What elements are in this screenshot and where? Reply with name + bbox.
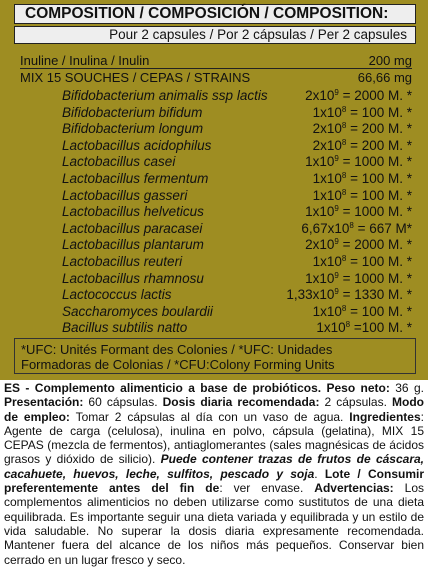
- strain-amount: = 200 M. *: [346, 121, 412, 137]
- strain-amount: = 1000 M. *: [338, 154, 412, 170]
- strain-mantissa: 1x10: [312, 303, 342, 319]
- mix-label: MIX 15 SOUCHES / CEPAS / STRAINS: [20, 70, 251, 85]
- strain-amount: = 1000 M. *: [338, 270, 412, 286]
- footnote-line: Formadoras de Colonias / *CFU:Colony Forming Units: [21, 357, 335, 372]
- strain-amount: = 2000 M. *: [338, 88, 412, 103]
- strain-value: [316, 318, 412, 337]
- strain-amount: = 100 M. *: [346, 254, 412, 269]
- serving-subtitle: Pour 2 capsules / Por 2 cápsulas / Per 2 capsules: [14, 26, 416, 44]
- text-plain: Los complementos alimenticios no deben utilizarse como sustitutos de una dieta equilibrada. Es importante seguir una dieta variada y equilibrada y un estilo de vida saludable. No superar la dosis diaria expresamente recomendada. Mantener fuera del alcance de los niños más pequeños. Conservar bien cerrado en un lugar fresco y seco.: [4, 481, 424, 567]
- text-bold: Dosis diaria recomendada:: [162, 395, 320, 410]
- strain-exponent: 8: [349, 220, 354, 230]
- strain-exponent: 9: [334, 204, 339, 214]
- strain-name: Bifidobacterium bifidum: [62, 104, 203, 120]
- strain-exponent: 8: [341, 303, 347, 313]
- text-plain: 36 g.: [389, 381, 425, 395]
- text-bold: Lote / Consumir preferentemente antes del fin de: [4, 466, 425, 496]
- strain-exponent: 9: [334, 154, 339, 164]
- strain-amount: = 100 M. *: [346, 187, 412, 203]
- strain-name: Lactobacillus paracasei: [62, 220, 203, 236]
- text-plain: : Agente de carga (celulosa), inulina en polvo, cápsula (gelatina), MIX 15 CEPAS (mezcla de fermentos), antiaglomerantes (sales magnésicas de ácidos grasos y dióxido de silicio).: [4, 409, 424, 467]
- footnote-line: *UFC: Unités Formant des Colonies / *UFC: Unidades: [21, 342, 333, 357]
- strain-name: Lactobacillus fermentum: [62, 171, 209, 186]
- strain-mantissa: 1x10: [312, 254, 342, 269]
- strain-exponent: 8: [345, 320, 351, 330]
- strain-exponent: 9: [334, 287, 339, 297]
- inulin-row: [20, 54, 412, 69]
- strain-mantissa: 1x10: [305, 204, 335, 220]
- strain-exponent: 8: [341, 187, 347, 197]
- strain-amount: = 667 M*: [353, 220, 412, 236]
- mix-value: 66,66 mg: [357, 70, 412, 85]
- mix-row: [20, 70, 412, 85]
- strain-amount: = 1330 M. *: [338, 287, 412, 303]
- text-plain: Tomar 2 cápsulas al día con un vaso de agua.: [69, 409, 350, 424]
- strain-exponent: 8: [341, 121, 347, 131]
- allergen-text: Puede contener trazas de frutos de cáscara, cacahuete, huevos, leche, sulfitos, pescado y soja: [4, 452, 424, 481]
- strain-amount: = 2000 M. *: [338, 237, 412, 253]
- strain-mantissa: 6,67x10: [301, 220, 350, 236]
- strain-name: Lactobacillus plantarum: [62, 237, 204, 253]
- strain-amount: = 200 M. *: [346, 137, 412, 153]
- strain-mantissa: 1x10: [312, 187, 342, 203]
- label-text: [4, 381, 424, 567]
- strain-name: Saccharomyces boulardii: [62, 303, 213, 319]
- strain-exponent: 9: [334, 237, 339, 247]
- strain-row: [20, 318, 416, 337]
- strain-exponent: 8: [341, 137, 347, 147]
- text-plain: : ver envase.: [219, 481, 315, 496]
- inulin-value: 200 mg: [368, 53, 412, 68]
- text-plain: 60 cápsulas.: [83, 395, 163, 410]
- text-bold: Presentación:: [4, 395, 84, 410]
- strain-mantissa: 1,33x10: [286, 287, 335, 303]
- strain-mantissa: 1x10: [312, 104, 342, 120]
- text-bold: Ingredientes: [349, 409, 421, 424]
- strain-amount: = 100 M. *: [346, 171, 412, 186]
- strain-amount: = 100 M. *: [346, 303, 412, 319]
- text-bold: ES - Complemento alimenticio a base de probióticos. Peso neto:: [4, 381, 390, 395]
- text-plain: 2 cápsulas.: [319, 395, 392, 410]
- strain-name: Bifidobacterium animalis ssp lactis: [62, 88, 268, 103]
- strain-mantissa: 1x10: [316, 320, 346, 336]
- strain-mantissa: 1x10: [312, 171, 342, 186]
- text-bold: Modo de empleo:: [4, 395, 424, 424]
- strain-exponent: 9: [334, 270, 339, 280]
- strain-name: Lactobacillus casei: [62, 154, 176, 170]
- text-bold: Advertencias:: [314, 481, 394, 496]
- strain-name: Lactobacillus rhamnosu: [62, 270, 204, 286]
- strain-amount: = 1000 M. *: [338, 204, 412, 220]
- strain-name: Lactobacillus gasseri: [62, 187, 188, 203]
- composition-title: COMPOSITION / COMPOSICIÓN / COMPOSITION:: [14, 4, 416, 24]
- strain-exponent: 8: [341, 254, 347, 263]
- strain-name: Lactococcus lactis: [62, 287, 172, 303]
- strain-exponent: 8: [341, 104, 347, 114]
- strain-name: Lactobacillus reuteri: [62, 254, 183, 269]
- strain-exponent: 8: [341, 171, 347, 180]
- strain-mantissa: 1x10: [305, 154, 335, 170]
- strain-amount: =100 M. *: [350, 320, 412, 336]
- strain-mantissa: 2x10: [312, 137, 342, 153]
- inulin-label: Inuline / Inulina / Inulin: [20, 53, 150, 68]
- text-plain: .: [314, 466, 325, 481]
- strain-amount: = 100 M. *: [346, 104, 412, 120]
- strain-mantissa: 2x10: [305, 237, 335, 253]
- strain-name: Lactobacillus acidophilus: [62, 137, 212, 153]
- strain-mantissa: 1x10: [305, 270, 335, 286]
- strain-mantissa: 2x10: [312, 121, 342, 137]
- strain-exponent: 9: [334, 88, 339, 97]
- strain-name: Lactobacillus helveticus: [62, 204, 204, 220]
- strain-mantissa: 2x10: [305, 88, 335, 103]
- cfu-footnote: [14, 338, 416, 374]
- strain-name: Bacillus subtilis natto: [62, 320, 188, 336]
- strain-name: Bifidobacterium longum: [62, 121, 204, 137]
